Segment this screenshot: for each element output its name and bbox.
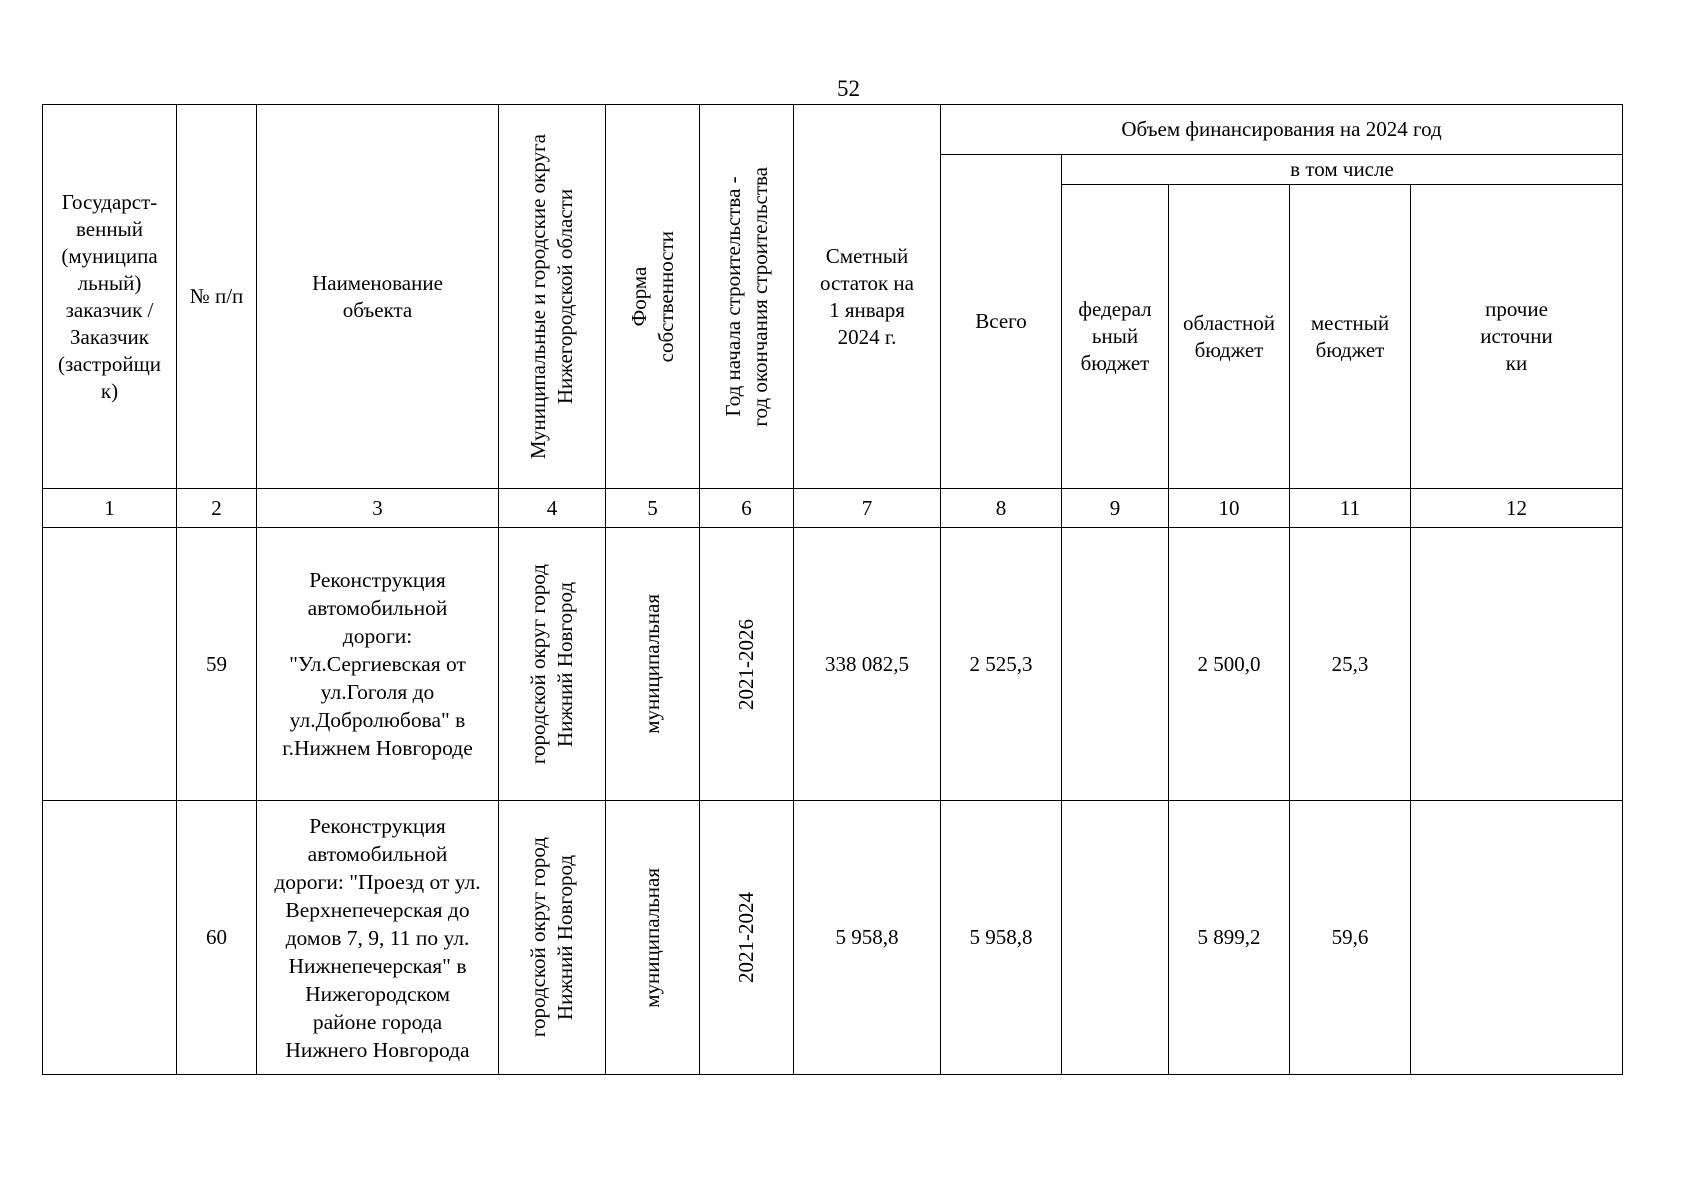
total-cell: 5 958,8 [941,801,1062,1075]
column-number-row [43,489,1623,528]
header-remaining: Сметный остаток на 1 января 2024 г. [794,105,941,489]
other-cell [1411,528,1623,801]
column-number: 5 [606,489,700,528]
remaining-cell: 338 082,5 [794,528,941,801]
local-cell: 59,6 [1290,801,1411,1075]
column-number: 11 [1290,489,1411,528]
column-number: 8 [941,489,1062,528]
years-cell: 2021-2026 [700,528,794,801]
years-cell: 2021-2024 [700,801,794,1075]
district-cell: городской округ город Нижний Новгород [499,528,606,801]
header-years: Год начала строительства - год окончания строительства [700,105,794,489]
page-number: 52 [837,76,860,101]
header-districts: Муниципальные и городские округа Нижегородской области [499,105,606,489]
header-number: № п/п [177,105,257,489]
object-name-cell: Реконструкция автомобильной дороги: "Проезд от ул. Верхнепечерская до домов 7, 9, 11 по ул. Нижнепечерская" в Нижегородском районе города Нижнего Новгорода [257,801,499,1075]
header-total: Всего [941,155,1062,489]
header-regional: областной бюджет [1169,185,1290,489]
header-object-name: Наименование объекта [257,105,499,489]
customer-cell [43,801,177,1075]
header-including: в том числе [1062,155,1623,185]
column-number: 4 [499,489,606,528]
ownership-cell: муниципальная [606,801,700,1075]
header-customer: Государст- венный (муниципа льный) заказчик / Заказчик (застройщи к) [43,105,177,489]
regional-cell: 5 899,2 [1169,801,1290,1075]
table-row [43,801,1623,1075]
object-name-cell: Реконструкция автомобильной дороги: "Ул.Сергиевская от ул.Гоголя до ул.Добролюбова" в г.Нижнем Новгороде [257,528,499,801]
ownership-cell: муниципальная [606,528,700,801]
header-local: местный бюджет [1290,185,1411,489]
local-cell: 25,3 [1290,528,1411,801]
column-number: 12 [1411,489,1623,528]
other-cell [1411,801,1623,1075]
header-other: прочие источни ки [1411,185,1623,489]
column-number: 9 [1062,489,1169,528]
column-number: 1 [43,489,177,528]
district-cell: городской округ город Нижний Новгород [499,801,606,1075]
header-ownership: Форма собственности [606,105,700,489]
construction-funding-table [42,104,1623,1075]
federal-cell [1062,801,1169,1075]
customer-cell [43,528,177,801]
row-number-cell: 59 [177,528,257,801]
header-row-1 [43,105,1623,155]
column-number: 3 [257,489,499,528]
remaining-cell: 5 958,8 [794,801,941,1075]
federal-cell [1062,528,1169,801]
regional-cell: 2 500,0 [1169,528,1290,801]
header-funding: Объем финансирования на 2024 год [941,105,1623,155]
total-cell: 2 525,3 [941,528,1062,801]
table-row [43,528,1623,801]
header-federal: федерал ьный бюджет [1062,185,1169,489]
column-number: 6 [700,489,794,528]
column-number: 2 [177,489,257,528]
column-number: 7 [794,489,941,528]
row-number-cell: 60 [177,801,257,1075]
column-number: 10 [1169,489,1290,528]
